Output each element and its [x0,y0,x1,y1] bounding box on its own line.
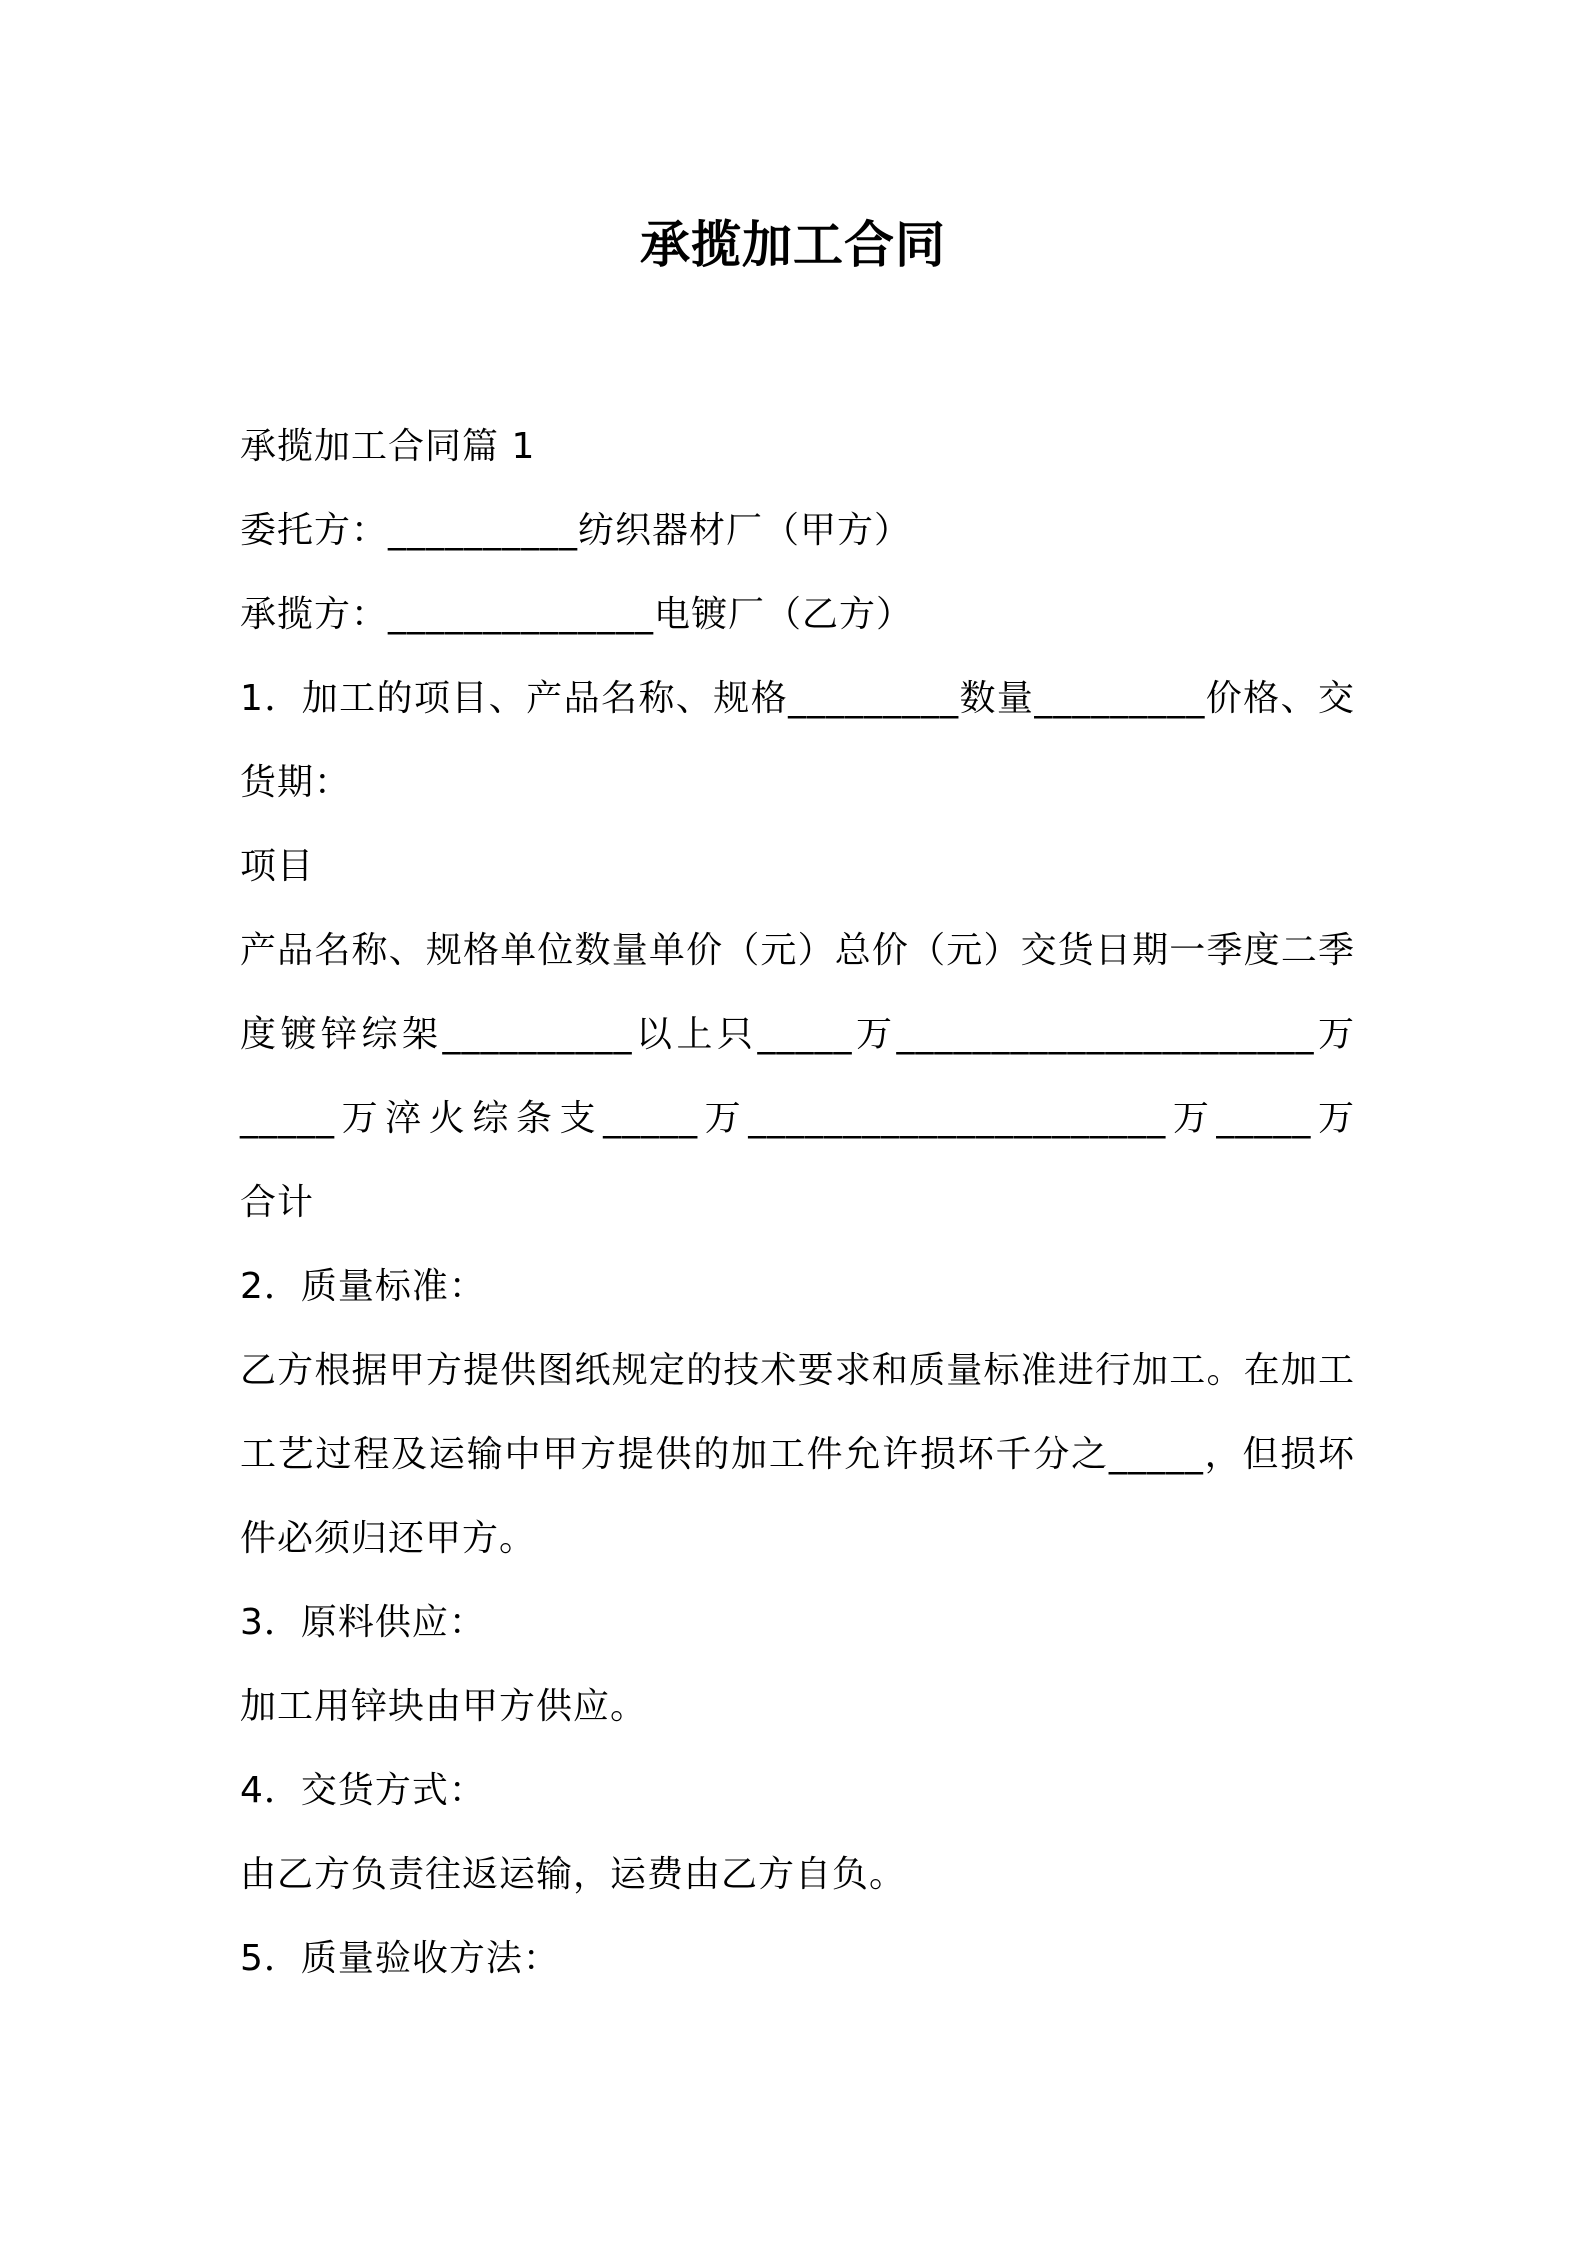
table-row-line-1: 度镀锌综架__________以上只_____万______________________万 [240,1014,1355,1055]
clause-1-line-2: 货期： [240,762,352,803]
clause-5-heading: 5．质量验收方法： [240,1938,560,1979]
section-heading: 承揽加工合同篇 1 [240,426,536,467]
table-total-label: 合计 [240,1182,315,1223]
clause-4-text: 由乙方负责往返运输，运费由乙方自负。 [240,1854,907,1895]
clause-2-text-line-3: 件必须归还甲方。 [240,1518,537,1559]
document-body [240,405,1355,2001]
clause-4-heading: 4．交货方式： [240,1770,486,1811]
clause-2-heading: 2．质量标准： [240,1266,486,1307]
clause-1-line-1: 1．加工的项目、产品名称、规格_________数量_________价格、交 [240,678,1355,719]
table-item-label: 项目 [240,846,315,887]
client-line: 委托方：__________纺织器材厂（甲方） [240,510,912,551]
table-header-line: 产品名称、规格单位数量单价（元）总价（元）交货日期一季度二季 [240,930,1355,971]
document-title: 承揽加工合同 [640,216,946,274]
table-row-line-2: _____万淬火综条支_____万______________________万_____万 [240,1098,1355,1139]
contractor-line: 承揽方：______________电镀厂（乙方） [240,594,914,635]
clause-3-heading: 3．原料供应： [240,1602,486,1643]
clause-2-text-line-2: 工艺过程及运输中甲方提供的加工件允许损坏千分之_____，但损坏 [240,1434,1355,1475]
clause-2-text-line-1: 乙方根据甲方提供图纸规定的技术要求和质量标准进行加工。在加工 [240,1350,1355,1391]
clause-3-text: 加工用锌块由甲方供应。 [240,1686,648,1727]
